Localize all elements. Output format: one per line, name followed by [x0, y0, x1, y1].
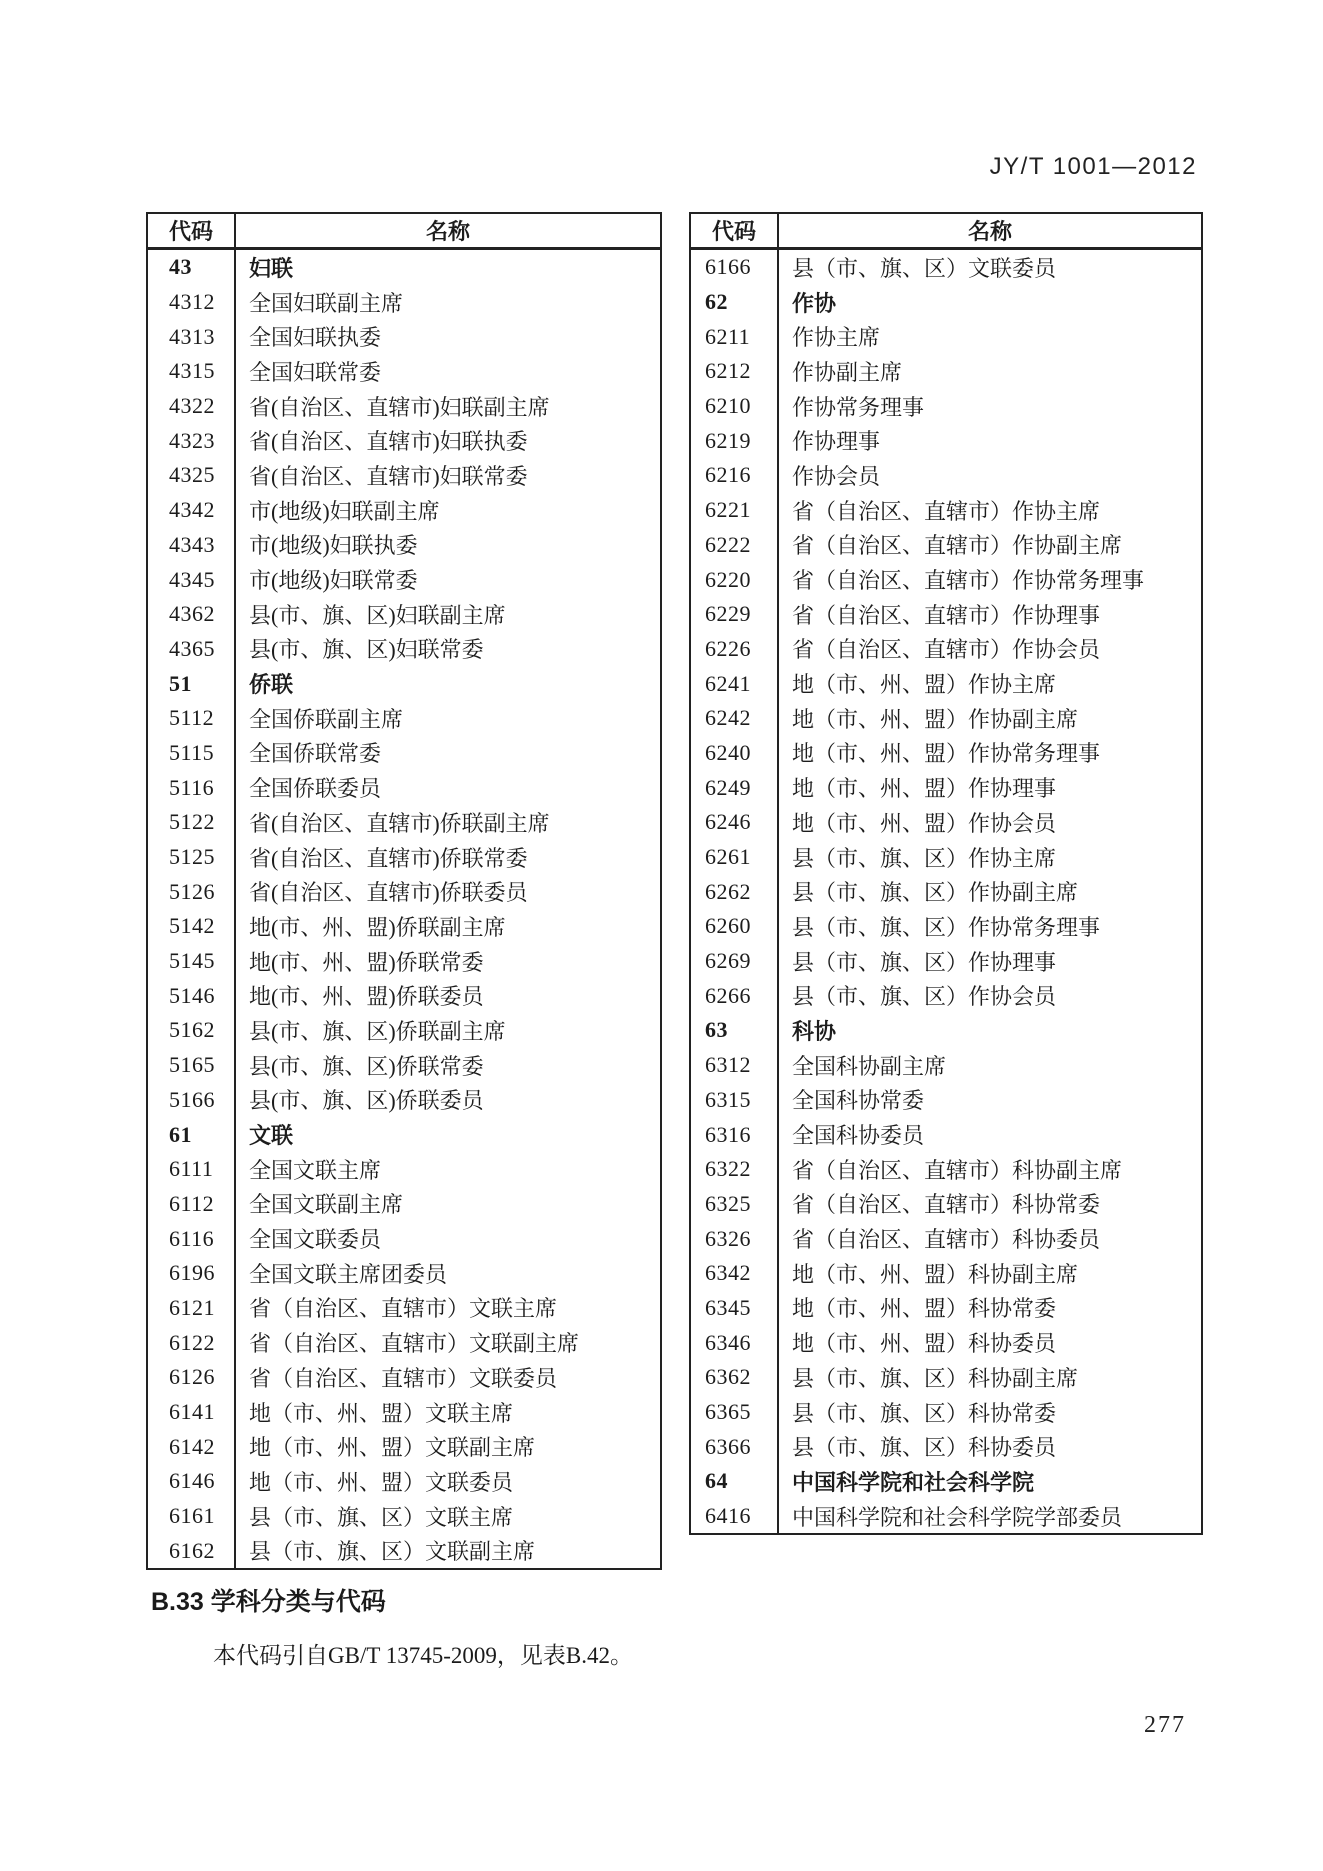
code-table-right [689, 212, 1203, 1535]
section-paragraph: 本代码引自GB/T 13745-2009，见表B.42。 [213, 1643, 633, 1668]
code-cell: 4322 [147, 389, 235, 424]
code-cell: 5142 [147, 909, 235, 944]
table-row [147, 736, 661, 771]
table-row [690, 1187, 1202, 1222]
code-cell: 61 [147, 1117, 235, 1152]
table-row [690, 389, 1202, 424]
name-cell: 县(市、旗、区)侨联常委 [249, 1053, 484, 1079]
table-row [147, 874, 661, 909]
code-cell: 6162 [147, 1533, 235, 1569]
code-cell: 4362 [147, 597, 235, 632]
table-row [690, 1152, 1202, 1187]
name-cell: 全国妇联执委 [249, 325, 382, 351]
name-cell: 作协主席 [792, 325, 881, 351]
table-row [147, 458, 661, 493]
table-row [690, 701, 1202, 736]
name-cell: 地（市、州、盟）文联主席 [249, 1400, 514, 1426]
section-row [147, 249, 661, 285]
code-cell: 6142 [147, 1429, 235, 1464]
code-cell: 6322 [690, 1152, 778, 1187]
page-number: 277 [1144, 1712, 1186, 1738]
table-row [147, 493, 661, 528]
table-row [147, 1429, 661, 1464]
code-cell: 6416 [690, 1499, 778, 1535]
name-cell: 作协常务理事 [792, 394, 925, 420]
col-header-name: 名称 [235, 213, 661, 249]
name-cell: 县（市、旗、区）文联副主席 [249, 1539, 536, 1565]
code-cell: 62 [690, 285, 778, 320]
code-cell: 6219 [690, 423, 778, 458]
name-cell: 地（市、州、盟）科协副主席 [792, 1261, 1079, 1287]
table-row [147, 909, 661, 944]
code-cell: 6242 [690, 701, 778, 736]
table-row [147, 1464, 661, 1499]
header-row [147, 213, 661, 249]
name-cell: 省（自治区、直辖市）文联主席 [249, 1296, 558, 1322]
name-cell: 县（市、旗、区）科协副主席 [792, 1365, 1079, 1391]
name-cell: 地(市、州、盟)侨联常委 [249, 949, 484, 975]
code-cell: 6161 [147, 1499, 235, 1534]
col-header-code: 代码 [147, 213, 235, 249]
name-cell: 省（自治区、直辖市）作协理事 [792, 602, 1101, 628]
section-heading: B.33 学科分类与代码 [151, 1588, 386, 1616]
table-row [690, 319, 1202, 354]
name-cell: 地（市、州、盟）作协主席 [792, 672, 1057, 698]
name-cell: 中国科学院和社会科学院 [792, 1469, 1035, 1495]
table-row [690, 1117, 1202, 1152]
table-row [690, 1395, 1202, 1430]
table-row [690, 1429, 1202, 1464]
standard-number-header: JY/T 1001—2012 [989, 153, 1197, 180]
table-row [147, 770, 661, 805]
code-cell: 6260 [690, 909, 778, 944]
code-cell: 5125 [147, 840, 235, 875]
code-cell: 5146 [147, 978, 235, 1013]
code-cell: 5112 [147, 701, 235, 736]
name-cell: 市(地级)妇联执委 [249, 533, 418, 559]
code-cell: 6269 [690, 944, 778, 979]
code-cell: 6220 [690, 562, 778, 597]
name-cell: 地（市、州、盟）文联副主席 [249, 1435, 536, 1461]
header-row [690, 213, 1202, 249]
table-row [690, 597, 1202, 632]
table-row [147, 1395, 661, 1430]
name-cell: 地（市、州、盟）科协常委 [792, 1296, 1057, 1322]
code-cell: 51 [147, 666, 235, 701]
table-row [690, 909, 1202, 944]
name-cell: 县（市、旗、区）作协副主席 [792, 880, 1079, 906]
name-cell: 省(自治区、直辖市)妇联副主席 [249, 394, 550, 420]
table-row [147, 319, 661, 354]
table-row [147, 1360, 661, 1395]
name-cell: 全国文联主席 [249, 1157, 382, 1183]
name-cell: 省（自治区、直辖市）作协主席 [792, 498, 1101, 524]
table-row [147, 1533, 661, 1569]
code-cell: 6141 [147, 1395, 235, 1430]
name-cell: 全国文联副主席 [249, 1192, 404, 1218]
code-cell: 6216 [690, 458, 778, 493]
table-row [690, 423, 1202, 458]
code-cell: 6126 [147, 1360, 235, 1395]
table-row [690, 1291, 1202, 1326]
code-cell: 6261 [690, 840, 778, 875]
name-cell: 全国妇联副主席 [249, 290, 404, 316]
code-cell: 6112 [147, 1187, 235, 1222]
name-cell: 地（市、州、盟）文联委员 [249, 1469, 514, 1495]
code-cell: 6116 [147, 1221, 235, 1256]
code-cell: 6211 [690, 319, 778, 354]
table-row [147, 1221, 661, 1256]
col-header-name: 名称 [778, 213, 1202, 249]
name-cell: 全国文联主席团委员 [249, 1261, 448, 1287]
name-cell: 省（自治区、直辖市）作协会员 [792, 637, 1101, 663]
code-cell: 6240 [690, 736, 778, 771]
table-row [690, 978, 1202, 1013]
table-row [147, 1048, 661, 1083]
code-cell: 5122 [147, 805, 235, 840]
code-cell: 6366 [690, 1429, 778, 1464]
name-cell: 作协会员 [792, 463, 881, 489]
table-row [690, 874, 1202, 909]
code-cell: 6266 [690, 978, 778, 1013]
name-cell: 全国文联委员 [249, 1227, 382, 1253]
name-cell: 县（市、旗、区）作协主席 [792, 845, 1057, 871]
table-row [690, 1499, 1202, 1535]
code-cell: 4343 [147, 528, 235, 563]
code-cell: 4313 [147, 319, 235, 354]
name-cell: 妇联 [249, 255, 294, 281]
code-cell: 6346 [690, 1325, 778, 1360]
name-cell: 地(市、州、盟)侨联副主席 [249, 914, 506, 940]
code-cell: 6212 [690, 354, 778, 389]
name-cell: 省（自治区、直辖市）文联委员 [249, 1365, 558, 1391]
code-cell: 4365 [147, 632, 235, 667]
table-row [147, 978, 661, 1013]
table-row [147, 562, 661, 597]
name-cell: 省(自治区、直辖市)妇联常委 [249, 463, 528, 489]
name-cell: 市(地级)妇联常委 [249, 568, 418, 594]
name-cell: 地（市、州、盟）作协会员 [792, 810, 1057, 836]
code-cell: 4323 [147, 423, 235, 458]
table-header [147, 213, 661, 249]
table-row [147, 1083, 661, 1118]
table-row [690, 632, 1202, 667]
code-cell: 6362 [690, 1360, 778, 1395]
code-cell: 6316 [690, 1117, 778, 1152]
code-cell: 6262 [690, 874, 778, 909]
name-cell: 省(自治区、直辖市)侨联常委 [249, 845, 528, 871]
name-cell: 县（市、旗、区）作协常务理事 [792, 914, 1101, 940]
name-cell: 侨联 [249, 672, 294, 698]
table-row [147, 285, 661, 320]
name-cell: 中国科学院和社会科学院学部委员 [792, 1504, 1123, 1530]
name-cell: 全国侨联副主席 [249, 706, 404, 732]
table-row [690, 840, 1202, 875]
name-cell: 省（自治区、直辖市）作协副主席 [792, 533, 1123, 559]
col-header-code: 代码 [690, 213, 778, 249]
name-cell: 地（市、州、盟）作协理事 [792, 776, 1057, 802]
section-row [690, 1013, 1202, 1048]
code-cell: 6312 [690, 1048, 778, 1083]
code-cell: 6326 [690, 1221, 778, 1256]
code-cell: 64 [690, 1464, 778, 1499]
name-cell: 作协 [792, 290, 837, 316]
name-cell: 地（市、州、盟）作协副主席 [792, 706, 1079, 732]
name-cell: 县（市、旗、区）文联主席 [249, 1504, 514, 1530]
name-cell: 县(市、旗、区)侨联委员 [249, 1088, 484, 1114]
code-cell: 6221 [690, 493, 778, 528]
code-cell: 6342 [690, 1256, 778, 1291]
code-cell: 6222 [690, 528, 778, 563]
table-header [690, 213, 1202, 249]
code-cell: 5165 [147, 1048, 235, 1083]
code-table-left [146, 212, 662, 1570]
table-row [690, 666, 1202, 701]
table-row [690, 1083, 1202, 1118]
table-row [147, 701, 661, 736]
name-cell: 地(市、州、盟)侨联委员 [249, 984, 484, 1010]
table-row [690, 1048, 1202, 1083]
name-cell: 市(地级)妇联副主席 [249, 498, 440, 524]
name-cell: 县（市、旗、区）科协常委 [792, 1400, 1057, 1426]
code-cell: 6241 [690, 666, 778, 701]
table-row [690, 1221, 1202, 1256]
code-cell: 6121 [147, 1291, 235, 1326]
table-row [690, 1256, 1202, 1291]
name-cell: 县（市、旗、区）作协理事 [792, 949, 1057, 975]
code-cell: 4312 [147, 285, 235, 320]
name-cell: 地（市、州、盟）科协委员 [792, 1331, 1057, 1357]
table-row [147, 632, 661, 667]
table-row [147, 528, 661, 563]
table-row [147, 1013, 661, 1048]
table-row [690, 1360, 1202, 1395]
table-row [690, 805, 1202, 840]
code-cell: 5115 [147, 736, 235, 771]
name-cell: 省（自治区、直辖市）科协委员 [792, 1227, 1101, 1253]
code-cell: 6249 [690, 770, 778, 805]
code-cell: 6325 [690, 1187, 778, 1222]
code-cell: 6146 [147, 1464, 235, 1499]
code-cell: 6210 [690, 389, 778, 424]
table-row [147, 354, 661, 389]
table-row [690, 249, 1202, 285]
name-cell: 地（市、州、盟）作协常务理事 [792, 741, 1101, 767]
name-cell: 科协 [792, 1018, 837, 1044]
table-row [690, 562, 1202, 597]
name-cell: 全国侨联委员 [249, 776, 382, 802]
name-cell: 省（自治区、直辖市）科协副主席 [792, 1157, 1123, 1183]
code-cell: 4315 [147, 354, 235, 389]
name-cell: 文联 [249, 1123, 294, 1149]
name-cell: 县（市、旗、区）文联委员 [792, 255, 1057, 281]
table-row [147, 1499, 661, 1534]
code-cell: 6196 [147, 1256, 235, 1291]
name-cell: 县（市、旗、区）科协委员 [792, 1435, 1057, 1461]
table-row [147, 423, 661, 458]
table-row [147, 840, 661, 875]
section-row [690, 1464, 1202, 1499]
table-row [690, 736, 1202, 771]
table-row [147, 1256, 661, 1291]
name-cell: 省（自治区、直辖市）科协常委 [792, 1192, 1101, 1218]
code-cell: 6111 [147, 1152, 235, 1187]
code-cell: 6122 [147, 1325, 235, 1360]
name-cell: 省（自治区、直辖市）作协常务理事 [792, 568, 1145, 594]
name-cell: 全国科协常委 [792, 1088, 925, 1114]
table-row [690, 528, 1202, 563]
name-cell: 全国妇联常委 [249, 359, 382, 385]
code-cell: 4342 [147, 493, 235, 528]
table-row [147, 944, 661, 979]
table-row [147, 389, 661, 424]
code-cell: 6166 [690, 249, 778, 285]
code-cell: 6229 [690, 597, 778, 632]
name-cell: 全国侨联常委 [249, 741, 382, 767]
name-cell: 全国科协委员 [792, 1123, 925, 1149]
table-row [690, 458, 1202, 493]
name-cell: 作协理事 [792, 429, 881, 455]
name-cell: 作协副主席 [792, 359, 903, 385]
name-cell: 省(自治区、直辖市)侨联委员 [249, 880, 528, 906]
name-cell: 县(市、旗、区)妇联常委 [249, 637, 484, 663]
table-row [147, 597, 661, 632]
code-cell: 4325 [147, 458, 235, 493]
code-cell: 6246 [690, 805, 778, 840]
section-row [147, 1117, 661, 1152]
code-cell: 6345 [690, 1291, 778, 1326]
table-row [690, 493, 1202, 528]
code-cell: 6226 [690, 632, 778, 667]
code-cell: 5162 [147, 1013, 235, 1048]
name-cell: 县(市、旗、区)妇联副主席 [249, 602, 506, 628]
name-cell: 省(自治区、直辖市)妇联执委 [249, 429, 528, 455]
table-row [690, 944, 1202, 979]
section-row [690, 285, 1202, 320]
name-cell: 省(自治区、直辖市)侨联副主席 [249, 810, 550, 836]
table-row [690, 770, 1202, 805]
name-cell: 县（市、旗、区）作协会员 [792, 984, 1057, 1010]
table-row [147, 1152, 661, 1187]
name-cell: 县(市、旗、区)侨联副主席 [249, 1018, 506, 1044]
table-row [147, 1187, 661, 1222]
code-cell: 5116 [147, 770, 235, 805]
code-cell: 5145 [147, 944, 235, 979]
code-cell: 63 [690, 1013, 778, 1048]
code-cell: 5126 [147, 874, 235, 909]
code-cell: 6365 [690, 1395, 778, 1430]
code-cell: 4345 [147, 562, 235, 597]
name-cell: 省（自治区、直辖市）文联副主席 [249, 1331, 580, 1357]
code-cell: 43 [147, 249, 235, 285]
code-cell: 5166 [147, 1083, 235, 1118]
name-cell: 全国科协副主席 [792, 1053, 947, 1079]
table-row [147, 805, 661, 840]
section-row [147, 666, 661, 701]
table-row [690, 354, 1202, 389]
table-row [147, 1291, 661, 1326]
table-row [147, 1325, 661, 1360]
table-row [690, 1325, 1202, 1360]
code-cell: 6315 [690, 1083, 778, 1118]
